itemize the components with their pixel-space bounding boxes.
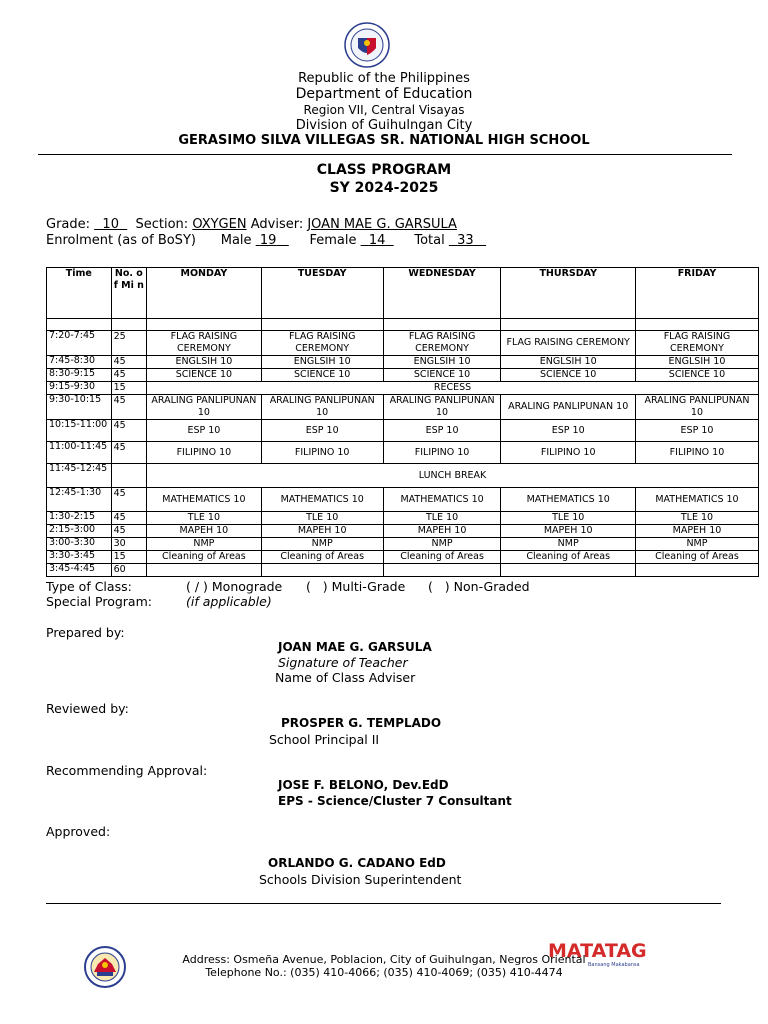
subject-cell: MAPEH 10 <box>383 525 501 538</box>
time-cell: 12:45-1:30 <box>47 488 112 512</box>
recommending-approval-label: Recommending Approval: <box>46 763 208 778</box>
time-cell: 9:30-10:15 <box>47 395 112 420</box>
subject-cell: MAPEH 10 <box>635 525 758 538</box>
matatag-tagline: Bansang Makabansa <box>588 962 640 968</box>
minutes-cell: 25 <box>111 331 146 356</box>
time-cell: 3:00-3:30 <box>47 538 112 551</box>
grade-label: Grade: <box>46 217 95 232</box>
table-row <box>47 442 759 464</box>
time-cell: 7:20-7:45 <box>47 331 112 356</box>
col-header-tuesday: TUESDAY <box>261 268 383 319</box>
time-cell: 3:45-4:45 <box>47 564 112 577</box>
time-cell: 11:45-12:45 <box>47 464 112 488</box>
subject-cell: SCIENCE 10 <box>147 369 262 382</box>
minutes-cell: 45 <box>111 395 146 420</box>
subject-cell: FILIPINO 10 <box>383 442 501 464</box>
subject-cell: SCIENCE 10 <box>261 369 383 382</box>
minutes-cell: 45 <box>111 356 146 369</box>
recommending-approval-role: EPS - Science/Cluster 7 Consultant <box>278 794 512 808</box>
class-type-label: Type of Class: <box>46 579 132 594</box>
subject-cell: NMP <box>501 538 635 551</box>
footer-address: Address: Osmeña Avenue, Poblacion, City of Guihulngan, Negros Oriental <box>182 953 586 966</box>
prepared-by-role: Name of Class Adviser <box>275 670 416 685</box>
approved-role: Schools Division Superintendent <box>259 872 462 887</box>
table-row <box>47 382 759 395</box>
section-label: Section: <box>135 217 193 232</box>
table-row <box>47 525 759 538</box>
minutes-cell: 30 <box>111 538 146 551</box>
time-cell: 8:30-9:15 <box>47 369 112 382</box>
time-cell: 7:45-8:30 <box>47 356 112 369</box>
subject-cell: MATHEMATICS 10 <box>383 488 501 512</box>
subject-cell: FILIPINO 10 <box>261 442 383 464</box>
header-line-republic: Republic of the Philippines <box>298 71 470 86</box>
table-row <box>47 319 759 331</box>
monograde-option: ( / ) Monograde <box>186 579 283 594</box>
minutes-cell: 45 <box>111 488 146 512</box>
subject-cell: ARALING PANLIPUNAN 10 <box>147 395 262 420</box>
subject-cell <box>501 319 635 331</box>
subject-cell: MAPEH 10 <box>501 525 635 538</box>
subject-cell: FLAG RAISING CEREMONY <box>261 331 383 356</box>
matatag-wordmark: MATATAG <box>548 940 647 962</box>
subject-cell: MATHEMATICS 10 <box>261 488 383 512</box>
subject-cell <box>147 319 262 331</box>
subject-cell: ENGLSIH 10 <box>147 356 262 369</box>
minutes-cell: 15 <box>111 551 146 564</box>
reviewed-by-name: PROSPER G. TEMPLADO <box>281 716 442 730</box>
adviser-label: Adviser: <box>250 217 308 232</box>
col-header-friday: FRIDAY <box>635 268 758 319</box>
subject-cell: ARALING PANLIPUNAN 10 <box>383 395 501 420</box>
minutes-cell <box>111 464 146 488</box>
time-cell: 2:15-3:00 <box>47 525 112 538</box>
break-cell: RECESS <box>147 382 759 395</box>
subject-cell: ENGLSIH 10 <box>261 356 383 369</box>
break-cell: LUNCH BREAK <box>147 464 759 488</box>
subject-cell: TLE 10 <box>261 512 383 525</box>
subject-cell: FLAG RAISING CEREMONY <box>147 331 262 356</box>
table-row <box>47 369 759 382</box>
subject-cell: TLE 10 <box>635 512 758 525</box>
time-cell: 10:15-11:00 <box>47 420 112 442</box>
recommending-approval-name: JOSE F. BELONO, Dev.EdD <box>278 778 449 792</box>
reviewed-by-label: Reviewed by: <box>46 701 129 716</box>
subject-cell: ESP 10 <box>635 420 758 442</box>
subject-cell: ENGLSIH 10 <box>501 356 635 369</box>
table-row <box>47 488 759 512</box>
col-header-monday: MONDAY <box>147 268 262 319</box>
subject-cell: ESP 10 <box>501 420 635 442</box>
header-line-region: Region VII, Central Visayas <box>303 103 465 117</box>
document-title: CLASS PROGRAM <box>316 162 452 178</box>
minutes-cell: 15 <box>111 382 146 395</box>
male-value: 19 <box>259 233 277 248</box>
grade-value: 10 <box>102 217 119 232</box>
subject-cell: FLAG RAISING CEREMONY <box>501 331 635 356</box>
enrolment-row <box>46 233 486 248</box>
subject-cell: SCIENCE 10 <box>635 369 758 382</box>
subject-cell: FILIPINO 10 <box>501 442 635 464</box>
subject-cell <box>261 319 383 331</box>
special-program-label: Special Program: <box>46 594 152 609</box>
table-row <box>47 395 759 420</box>
header-line-division: Division of Guihulngan City <box>295 118 473 133</box>
approved-name: ORLANDO G. CADANO EdD <box>268 856 446 870</box>
female-value: 14 <box>368 233 386 248</box>
subject-cell: MATHEMATICS 10 <box>501 488 635 512</box>
subject-cell: TLE 10 <box>383 512 501 525</box>
male-label: Male <box>220 233 256 248</box>
approved-label: Approved: <box>46 824 111 839</box>
col-header-time: Time <box>47 268 112 319</box>
table-header-row <box>47 268 759 319</box>
subject-cell <box>147 564 262 577</box>
subject-cell: Cleaning of Areas <box>501 551 635 564</box>
subject-cell <box>261 564 383 577</box>
reviewed-by-role: School Principal II <box>269 732 380 747</box>
class-info-row <box>46 217 457 232</box>
table-row <box>47 512 759 525</box>
subject-cell: TLE 10 <box>147 512 262 525</box>
minutes-cell: 45 <box>111 512 146 525</box>
minutes-cell: 45 <box>111 442 146 464</box>
header-line-department: Department of Education <box>295 86 473 102</box>
minutes-cell <box>111 319 146 331</box>
subject-cell: TLE 10 <box>501 512 635 525</box>
nongraded-option: ( ) Non-Graded <box>428 579 530 594</box>
subject-cell <box>383 564 501 577</box>
subject-cell: NMP <box>635 538 758 551</box>
multigrade-option: ( ) Multi-Grade <box>306 579 406 594</box>
col-header-minutes: No. of Mi n <box>111 268 146 319</box>
minutes-cell: 45 <box>111 369 146 382</box>
subject-cell: Cleaning of Areas <box>147 551 262 564</box>
subject-cell: ESP 10 <box>261 420 383 442</box>
time-cell: 11:00-11:45 <box>47 442 112 464</box>
subject-cell: MATHEMATICS 10 <box>635 488 758 512</box>
table-row <box>47 564 759 577</box>
total-value: 33 <box>457 233 474 248</box>
deped-seal-logo <box>344 22 390 68</box>
subject-cell: NMP <box>261 538 383 551</box>
prepared-by-label: Prepared by: <box>46 625 125 640</box>
col-header-wednesday: WEDNESDAY <box>383 268 501 319</box>
subject-cell: SCIENCE 10 <box>501 369 635 382</box>
subject-cell: ARALING PANLIPUNAN 10 <box>635 395 758 420</box>
special-program-value: (if applicable) <box>186 594 272 609</box>
time-cell: 1:30-2:15 <box>47 512 112 525</box>
prepared-by-name: JOAN MAE G. GARSULA <box>278 640 432 654</box>
header-divider <box>38 154 732 155</box>
section-value: OXYGEN <box>192 217 247 232</box>
time-cell: 9:15-9:30 <box>47 382 112 395</box>
subject-cell: Cleaning of Areas <box>383 551 501 564</box>
subject-cell: MATHEMATICS 10 <box>147 488 262 512</box>
school-year: SY 2024-2025 <box>329 180 439 196</box>
subject-cell: FLAG RAISING CEREMONY <box>383 331 501 356</box>
subject-cell <box>635 319 758 331</box>
minutes-cell: 45 <box>111 420 146 442</box>
subject-cell: ENGLSIH 10 <box>635 356 758 369</box>
adviser-value: JOAN MAE G. GARSULA <box>307 217 457 232</box>
time-cell <box>47 319 112 331</box>
table-row <box>47 551 759 564</box>
subject-cell: ESP 10 <box>383 420 501 442</box>
subject-cell: ARALING PANLIPUNAN 10 <box>501 395 635 420</box>
subject-cell: FILIPINO 10 <box>635 442 758 464</box>
subject-cell: MAPEH 10 <box>147 525 262 538</box>
subject-cell: ESP 10 <box>147 420 262 442</box>
prepared-by-signature-caption: Signature of Teacher <box>278 655 408 670</box>
subject-cell: ENGLSIH 10 <box>383 356 501 369</box>
subject-cell: FLAG RAISING CEREMONY <box>635 331 758 356</box>
subject-cell: MAPEH 10 <box>261 525 383 538</box>
subject-cell <box>501 564 635 577</box>
subject-cell: SCIENCE 10 <box>383 369 501 382</box>
school-name: GERASIMO SILVA VILLEGAS SR. NATIONAL HIGH SCHOOL <box>178 133 590 148</box>
minutes-cell: 60 <box>111 564 146 577</box>
subject-cell: FILIPINO 10 <box>147 442 262 464</box>
total-label: Total <box>414 233 449 248</box>
enrolment-label: Enrolment (as of BoSY) <box>46 233 196 248</box>
footer-telephone: Telephone No.: (035) 410-4066; (035) 410-4069; (035) 410-4474 <box>205 966 563 979</box>
subject-cell: Cleaning of Areas <box>261 551 383 564</box>
minutes-cell: 45 <box>111 525 146 538</box>
table-row <box>47 420 759 442</box>
class-schedule-table <box>46 267 759 577</box>
female-label: Female <box>309 233 361 248</box>
col-header-thursday: THURSDAY <box>501 268 635 319</box>
table-row <box>47 356 759 369</box>
subject-cell <box>635 564 758 577</box>
table-row <box>47 464 759 488</box>
table-row <box>47 538 759 551</box>
footer-divider <box>46 903 721 904</box>
subject-cell: NMP <box>147 538 262 551</box>
subject-cell: NMP <box>383 538 501 551</box>
subject-cell: ARALING PANLIPUNAN 10 <box>261 395 383 420</box>
subject-cell <box>383 319 501 331</box>
time-cell: 3:30-3:45 <box>47 551 112 564</box>
table-row <box>47 331 759 356</box>
subject-cell: Cleaning of Areas <box>635 551 758 564</box>
